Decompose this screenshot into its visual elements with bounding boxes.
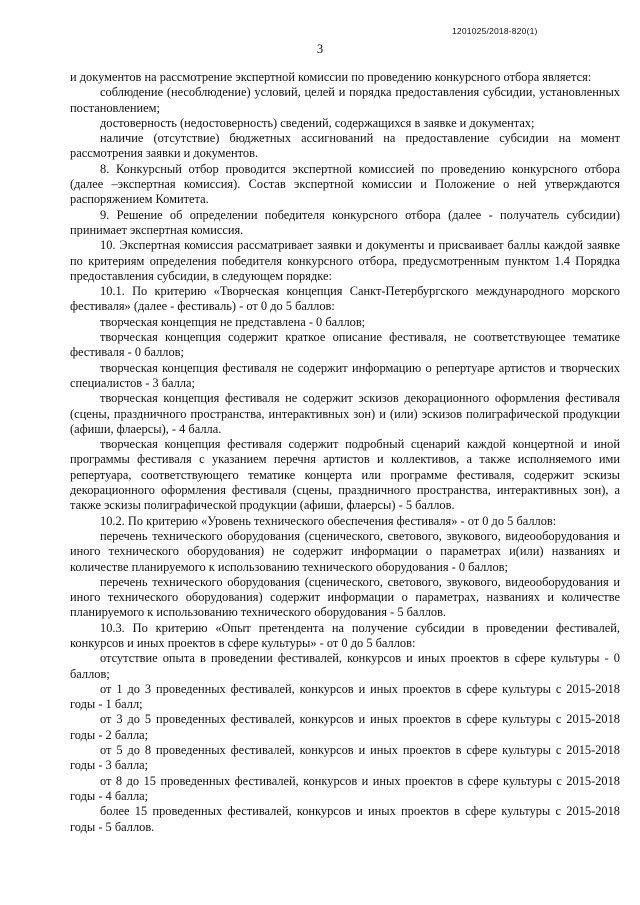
paragraph: от 1 до 3 проведенных фестивалей, конкурсов и иных проектов в сфере культуры с 2015-2018 годы - 1 балл; — [70, 681, 620, 712]
paragraph: достоверность (недостоверность) сведений, содержащихся в заявке и документах; — [100, 115, 535, 130]
paragraph: отсутствие опыта в проведении фестивалей, конкурсов и иных проектов в сфере культуры - 0 баллов; — [70, 651, 620, 681]
paragraph: от 5 до 8 проведенных фестивалей, конкурсов и иных проектов в сфере культуры с 2015-2018 годы - 3 балла; — [70, 743, 620, 773]
paragraph: творческая концепция фестиваля не содержит эскизов декорационного оформления фестиваля (сцены, праздничного пространства, интерактивных зон) и (или) эскизов полиграфической продукции (афиши, флаерсы), - 4 балла. — [70, 391, 620, 436]
paragraph: от 3 до 5 проведенных фестивалей, конкурсов и иных проектов в сфере культуры с 2015-2018 годы - 2 балла; — [70, 712, 620, 742]
paragraph: более 15 проведенных фестивалей, конкурсов и иных проектов в сфере культуры с 2015-2018 годы - 5 баллов. — [70, 804, 620, 834]
paragraph: и документов на рассмотрение экспертной комиссии по проведению конкурсного отбора является: — [70, 70, 592, 84]
paragraph: 10. Экспертная комиссия рассматривает заявки и документы и присваивает баллы каждой заявке по критериям определения победителя конкурсного отбора, предусмотренным пунктом 1.4 Порядка предоставления субсидии, в следующем порядке: — [70, 238, 620, 283]
paragraph: от 8 до 15 проведенных фестивалей, конкурсов и иных проектов в сфере культуры с 2015-2018 годы - 4 балла; — [70, 773, 620, 803]
paragraph: 10.2. По критерию «Уровень технического обеспечения фестиваля» - от 0 до 5 баллов: — [100, 513, 557, 528]
paragraph: творческая концепция не представлена - 0 баллов; — [100, 314, 366, 329]
paragraph: перечень технического оборудования (сценического, светового, звукового, видеооборудования и иного технического оборудования) содержит информации о параметрах, названиях и количестве планируемого к использованию технического оборудования - 5 баллов. — [70, 574, 620, 620]
document-body — [70, 70, 620, 835]
paragraph: творческая концепция фестиваля не содержит информацию о репертуаре артистов и творческих специалистов - 3 балла; — [70, 360, 620, 390]
paragraph: 8. Конкурсный отбор проводится экспертной комиссией по проведению конкурсного отбора (далее –экспертная комиссия). Состав экспертной комиссии и Положение о ней утверждаются распоряжением Комитета. — [70, 161, 620, 207]
paragraph: 10.3. По критерию «Опыт претендента на получение субсидии в проведении фестивалей, конкурсов и иных проектов в сфере культуры» - от 0 до 5 баллов: — [70, 620, 620, 650]
paragraph: 9. Решение об определении победителя конкурсного отбора (далее - получатель субсидии) принимает экспертная комиссия. — [70, 207, 620, 237]
document-id: 1201025/2018-820(1) — [452, 26, 538, 36]
paragraph: творческая концепция фестиваля содержит подробный сценарий каждой концертной и иной программы фестиваля с указанием перечня артистов и коллективов, а также исполняемого ими репертуара, соответствующего тематике концерта или программе фестиваля, содержит эскизы декорационного оформления фестиваля (сцены, праздничного пространства, интерактивных зон), а также эскизы полиграфической продукции (афиши, флаерсы) - 5 баллов. — [70, 437, 620, 513]
paragraph: 10.1. По критерию «Творческая концепция Санкт-Петербургского международного морского фестиваля» (далее - фестиваль) - от 0 до 5 баллов: — [70, 284, 620, 314]
paragraph: наличие (отсутствие) бюджетных ассигнований на предоставление субсидии на момент рассмотрения заявки и документов. — [70, 131, 620, 161]
page-number: 3 — [316, 42, 324, 56]
paragraph: соблюдение (несоблюдение) условий, целей и порядка предоставления субсидии, установленных постановлением; — [70, 85, 620, 115]
paragraph: перечень технического оборудования (сценического, светового, звукового, видеооборудования и иного технического оборудования) не содержит информации о параметрах и(или) названиях и количестве планируемого к использованию технического оборудования - 0 баллов; — [70, 528, 620, 574]
paragraph: творческая концепция содержит краткое описание фестиваля, не соответствующее тематике фестиваля - 0 баллов; — [70, 330, 620, 360]
